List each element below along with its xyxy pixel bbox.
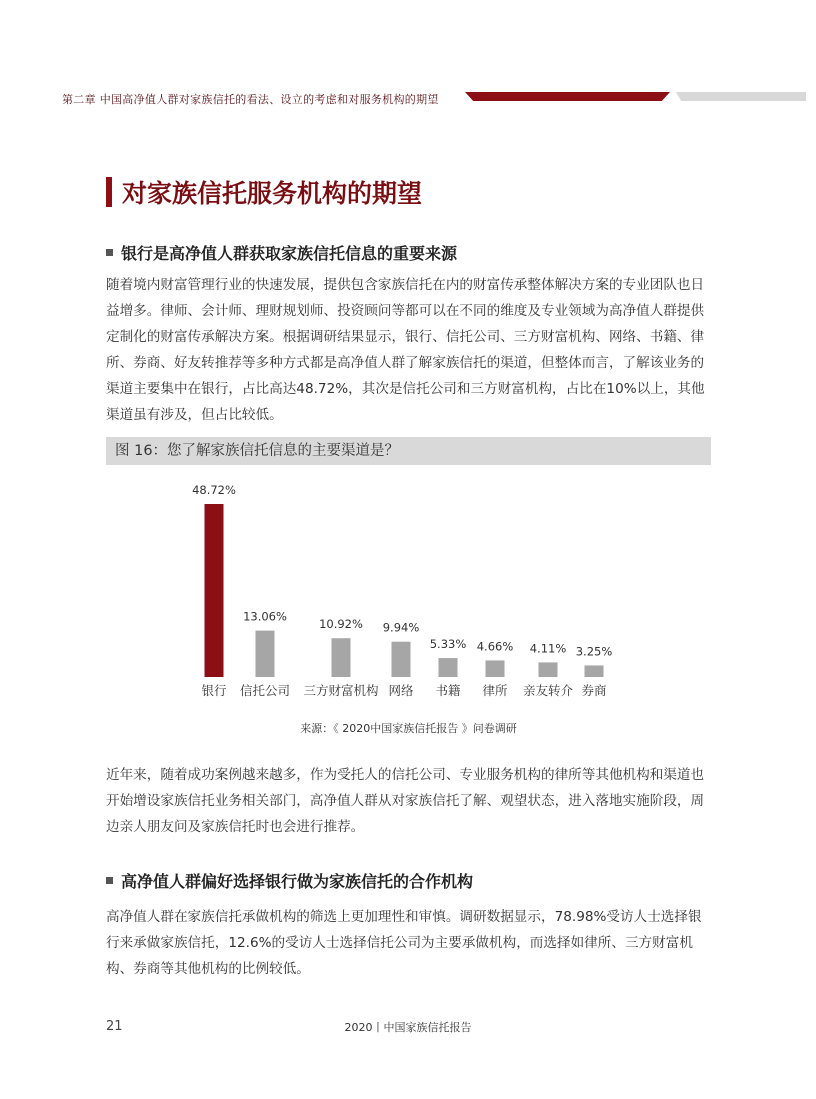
bar-value-label: 10.92%	[319, 617, 363, 632]
category-label: 信托公司	[239, 683, 291, 698]
footer-report-title: 2020丨中国家族信托报告	[344, 1021, 472, 1034]
category-label: 书籍	[435, 683, 461, 698]
bar-value-label: 3.25%	[575, 644, 613, 659]
bar-券商	[585, 665, 604, 677]
title-accent-bar	[106, 177, 112, 207]
section-title: 对家族信托服务机构的期望	[122, 179, 423, 208]
figure-source: 来源：《 2020中国家族信托报告 》问卷调研	[300, 722, 517, 735]
bar-信托公司	[256, 631, 275, 677]
square-bullet-icon	[106, 249, 113, 256]
category-label: 亲友转介	[522, 683, 574, 698]
category-label: 律所	[482, 683, 508, 698]
bar-chart	[106, 472, 711, 707]
subheading-text: 银行是高净值人群获取家族信托信息的重要来源	[121, 244, 458, 263]
category-label: 三方财富机构	[303, 683, 379, 698]
paragraph-trend: 近年来，随着成功案例越来越多，作为受托人的信托公司、专业服务机构的律所等其他机构和渠道也开始增设家族信托业务相关部门，高净值人群从对家族信托了解、观望状态，进入落地实施阶段，周边亲人朋友问及家族信托时也会进行推荐。	[106, 767, 705, 835]
bar-value-label: 5.33%	[429, 637, 467, 652]
category-label: 银行	[201, 683, 227, 698]
subheading-bank-source	[106, 241, 457, 264]
paragraph-preference: 高净值人群在家族信托承做机构的筛选上更加理性和审慎。调研数据显示，78.98%受访人士选择银行来承做家族信托，12.6%的受访人士选择信托公司为主要承做机构，而选择如律所、三方财富机构、券商等其他机构的比例较低。	[106, 909, 702, 977]
category-label: 券商	[581, 683, 607, 698]
bar-银行	[205, 504, 224, 677]
bar-value-label: 9.94%	[382, 620, 420, 635]
header-accent-bar	[465, 92, 670, 101]
header-gray-bar	[676, 92, 806, 101]
bar-value-label: 4.66%	[476, 639, 514, 654]
bar-亲友转介	[539, 662, 558, 677]
bar-value-label: 13.06%	[243, 609, 287, 624]
subheading-bank-preference	[106, 869, 473, 892]
bar-chart-svg	[106, 472, 711, 707]
bar-三方财富机构	[332, 638, 351, 677]
paragraph-intro: 随着境内财富管理行业的快速发展，提供包含家族信托在内的财富传承整体解决方案的专业团队也日益增多。律师、会计师、理财规划师、投资顾问等都可以在不同的维度及专业领域为高净值人群提供定制化的财富传承解决方案。根据调研结果显示，银行、信托公司、三方财富机构、网络、书籍、律所、券商、好友转推荐等多种方式都是高净值人群了解家族信托的渠道，但整体而言，了解该业务的渠道主要集中在银行，占比高达48.72%，其次是信托公司和三方财富机构，占比在10%以上，其他渠道虽有涉及，但占比较低。	[106, 277, 705, 423]
subheading-text: 高净值人群偏好选择银行做为家族信托的合作机构	[121, 872, 474, 891]
bar-网络	[392, 642, 411, 677]
bar-value-label: 48.72%	[192, 483, 236, 497]
figure-title: 图 16：您了解家族信托信息的主要渠道是？	[106, 437, 711, 465]
bar-律所	[486, 660, 505, 677]
page-number: 21	[106, 1019, 123, 1034]
category-label: 网络	[388, 683, 414, 698]
square-bullet-icon	[106, 877, 113, 884]
chapter-header: 第二章 中国高净值人群对家族信托的看法、设立的考虑和对服务机构的期望	[62, 93, 439, 106]
section-title-block	[106, 176, 422, 208]
bar-书籍	[439, 658, 458, 677]
bar-value-label: 4.11%	[529, 641, 567, 656]
